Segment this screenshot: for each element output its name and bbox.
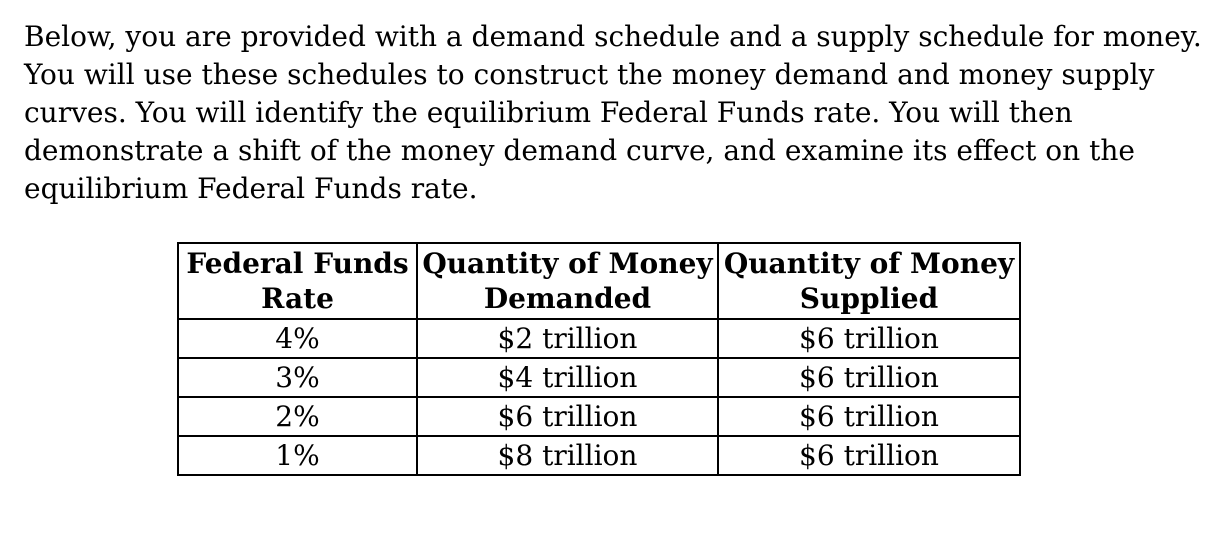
rate-cell: 3% bbox=[178, 358, 417, 397]
header-federal-funds-rate bbox=[178, 243, 417, 319]
table-row bbox=[178, 358, 1020, 397]
intro-paragraph bbox=[24, 18, 1214, 208]
header-text: Quantity of Money bbox=[422, 247, 713, 280]
header-text: Rate bbox=[261, 282, 334, 315]
table-row bbox=[178, 319, 1020, 358]
header-quantity-supplied bbox=[718, 243, 1020, 319]
supplied-cell: $6 trillion bbox=[718, 436, 1020, 475]
header-text: Federal Funds bbox=[186, 247, 409, 280]
header-text: Supplied bbox=[799, 282, 939, 315]
supplied-cell: $6 trillion bbox=[718, 358, 1020, 397]
rate-cell: 2% bbox=[178, 397, 417, 436]
header-text: Quantity of Money bbox=[723, 247, 1015, 280]
rate-cell: 4% bbox=[178, 319, 417, 358]
supplied-cell: $6 trillion bbox=[718, 397, 1020, 436]
intro-line: You will use these schedules to construct the money demand and money supply bbox=[24, 58, 1155, 91]
demanded-cell: $4 trillion bbox=[417, 358, 718, 397]
demanded-cell: $2 trillion bbox=[417, 319, 718, 358]
demanded-cell: $6 trillion bbox=[417, 397, 718, 436]
rate-cell: 1% bbox=[178, 436, 417, 475]
intro-line: equilibrium Federal Funds rate. bbox=[24, 172, 478, 205]
table-row bbox=[178, 436, 1020, 475]
intro-line: Below, you are provided with a demand schedule and a supply schedule for money. bbox=[24, 20, 1202, 53]
demanded-cell: $8 trillion bbox=[417, 436, 718, 475]
table-row bbox=[178, 397, 1020, 436]
intro-line: demonstrate a shift of the money demand curve, and examine its effect on the bbox=[24, 134, 1135, 167]
intro-line: curves. You will identify the equilibrium Federal Funds rate. You will then bbox=[24, 96, 1073, 129]
table-header-row bbox=[178, 243, 1020, 319]
header-quantity-demanded bbox=[417, 243, 718, 319]
supplied-cell: $6 trillion bbox=[718, 319, 1020, 358]
header-text: Demanded bbox=[483, 282, 652, 315]
money-schedule-table bbox=[177, 242, 1021, 476]
